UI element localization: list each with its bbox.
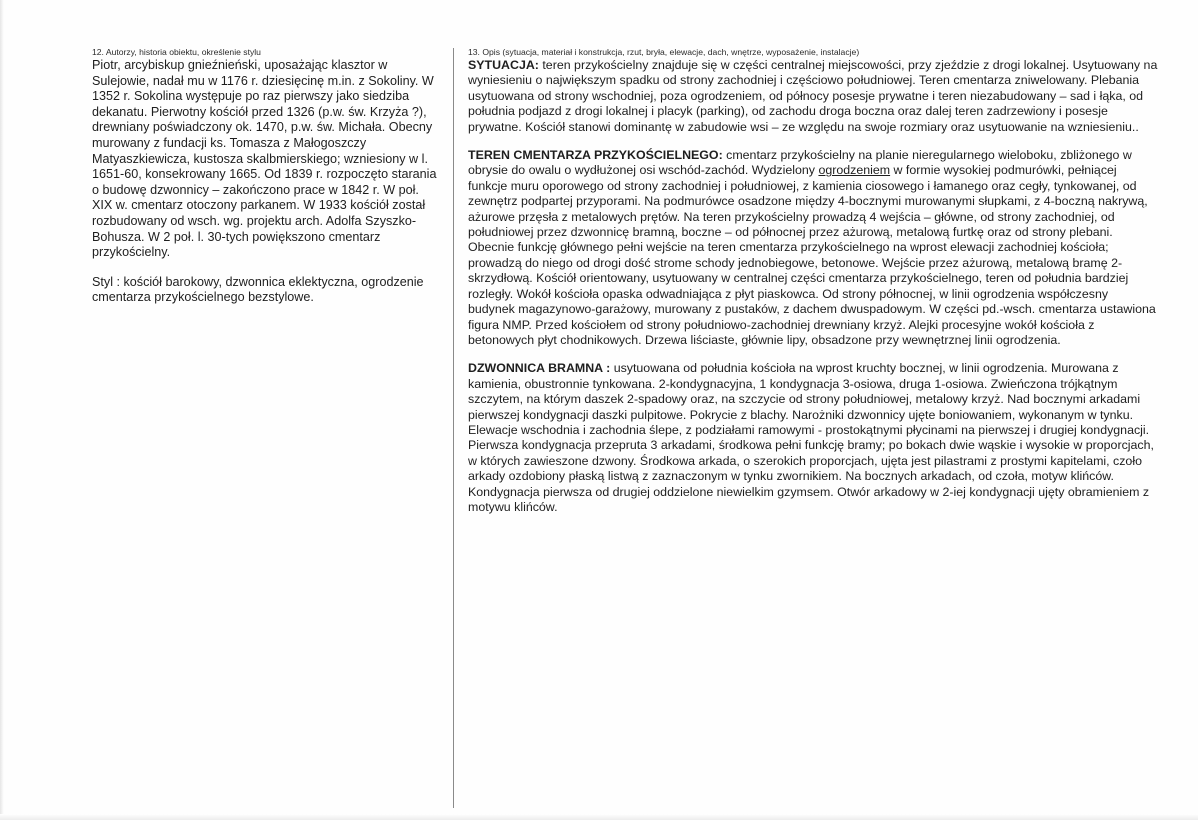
cemetery-label: TEREN CMENTARZA PRZYKOŚCIELNEGO: (468, 148, 723, 163)
section-12-header: 12. Autorzy, historia obiektu, określenie stylu (92, 47, 261, 57)
style-paragraph: Styl : kościół barokowy, dzwonnica eklektyczna, ogrodzenie cmentarza przykościelnego bezstylowe. (92, 274, 424, 305)
history-paragraph: Piotr, arcybiskup gnieźnieński, uposażając klasztor w Sulejowie, nadał mu w 1176 r. dziesięcinę m.in. z Sokoliny. W 1352 r. Sokolina występuje po raz pierwszy jako siedziba dekanatu. Pierwotny kościół przed 1326 (p.w. św. Krzyża ?), drewniany poświadczony ok. 1470, p.w. św. Michała. Obecny murowany z fundacji ks. Tomasza z Małogoszczy Matyaszkiewicza, kustosza skalbmierskiego; wzniesiony w l. 1651-60, konsekrowany 1665. Od 1839 r. rozpoczęto starania o budowę dzwonnicy – zakończono prace w 1842 r. W poł. XIX w. cmentarz otoczony parkanem. W 1933 kościół został rozbudowany od wsch. wg. projektu arch. Adolfa Szyszko-Bohusza. W 2 poł. l. 30-tych powiększono cmentarz przykościelny. (92, 58, 437, 260)
situation-text: teren przykościelny znajduje się w części centralnej miejscowości, przy zjeździe z drogi lokalnej. Usytuowany na wyniesieniu o największym spadku od strony zachodniej i częściowo południowej. Teren cmentarza zniwelowany. Plebania usytuowana od strony wschodniej, poza ogrodzeniem, od północy posesje prywatne i teren niezabudowany – sad i łąka, od południa podjazd z drogi lokalnej i placyk (parking), od zachodu droga boczna oraz dalej teren zadrzewiony i posesje prywatne. Kościół stanowi dominantę w zabudowie wsi – ze względu na swoje rozmiary oraz usytuowanie na wzniesieniu.. (468, 58, 1158, 134)
left-column (92, 47, 442, 306)
cemetery-text-b: w formie wysokiej podmurówki, pełniącej funkcje muru oporowego od strony zachodniej i południowej, z kamienia ciosowego i łamanego oraz cegły, tynkowanej, od zewnętrz podpartej przyporami. Na podmurówce osadzone między 4-bocznymi murowanymi słupkami, z 4-boczną nakrywą, ażurowe przęsła z metalowych prętów. Na teren przykościelny prowadzą 4 wejścia – główne, od strony zachodniej, od południowej przez dzwonnicę bramną, boczne – od północnej przez ażurową, metalową furtkę oraz od strony plebani. Obecnie funkcję głównego pełni wejście na teren cmentarza przykościelnego na wprost elewacji zachodniej kościoła; prowadzą do niego od drogi dość strome schody jednobiegowe, betonowe. Wejście przez ażurową, metalową bramę 2-skrzydłową. Kościół orientowany, usytuowany w centralnej części cmentarza przykościelnego, teren od południa bardziej rozległy. Wokół kościoła opaska odwadniająca z płyt piaskowca. Od strony północnej, w linii ogrodzenia współczesny budynek magazynowo-garażowy, murowany z pustaków, z dachem dwuspadowym. W części pd.-wsch. cmentarza ustawiona figura NMP. Przed kościołem od strony południowo-zachodniej drewniany krzyż. Alejki procesyjne wokół kościoła z betonowych płyt chodnikowych. Drzewa liściaste, głównie lipy, obsadzone przy wewnętrznej linii ogrodzenia. (468, 163, 1156, 347)
belfry-text: usytuowana od południa kościoła na wprost kruchty bocznej, w linii ogrodzenia. Murowana z kamienia, obustronnie tynkowana. 2-kondygnacyjna, 1 kondygnacja 3-osiowa, druga 1-osiowa. Zwieńczona trójkątnym szczytem, na którym daszek 2-spadowy oraz, na szczycie od strony południowej, metalowy krzyż. Nad bocznymi arkadami pierwszej kondygnacji daszki pulpitowe. Pokrycie z blachy. Narożniki dzwonnicy ujęte boniowaniem, wykonanym w tynku. Elewacje wschodnia i zachodnia ślepe, z podziałami ramowymi - prostokątnymi płycinami na pierwszej i drugiej kondygnacji. Pierwsza kondygnacja przepruta 3 arkadami, środkowa pełni funkcję bramy; po bokach dwie wąskie i wysokie w proporcjach, w których zawieszone dzwony. Środkowa arkada, o szerokich proporcjach, ujęta jest pilastrami z prostymi kapitelami, czoło arkady ozdobiony płaską listwą z zaznaczonym w tynku zwornikiem. Na bocznych arkadach, od czoła, motyw klińców. Kondygnacja pierwsza od drugiej oddzielone niewielkim gzymsem. Otwór arkadowy w 2-iej kondygnacji ujęty obramieniem z motywu klińców. (468, 361, 1154, 514)
column-divider (453, 48, 454, 808)
scan-bottom-edge (0, 814, 1198, 820)
belfry-paragraph (468, 361, 1158, 515)
fence-underlined-term: ogrodzeniem (818, 163, 891, 178)
situation-label: SYTUACJA: (468, 58, 539, 72)
belfry-label: DZWONNICA BRAMNA : (468, 361, 611, 376)
paragraph-gap (468, 348, 1158, 361)
paragraph-gap (468, 135, 1158, 148)
cemetery-text-a: cmentarz przykościelny na planie nieregularnego wieloboku, zbliżonego w obrysie do owalu o wydłużonej osi wschód-zachód. Wydzielony (468, 148, 1132, 178)
section-13-header: 13. Opis (sytuacja, materiał i konstrukcja, rzut, bryła, elewacje, dach, wnętrze, wyposażenie, instalacje) (468, 47, 860, 57)
situation-paragraph (468, 58, 1158, 135)
cemetery-paragraph (468, 148, 1158, 348)
paragraph-gap (92, 261, 442, 275)
scan-edge (0, 0, 4, 820)
right-column (468, 47, 1158, 515)
